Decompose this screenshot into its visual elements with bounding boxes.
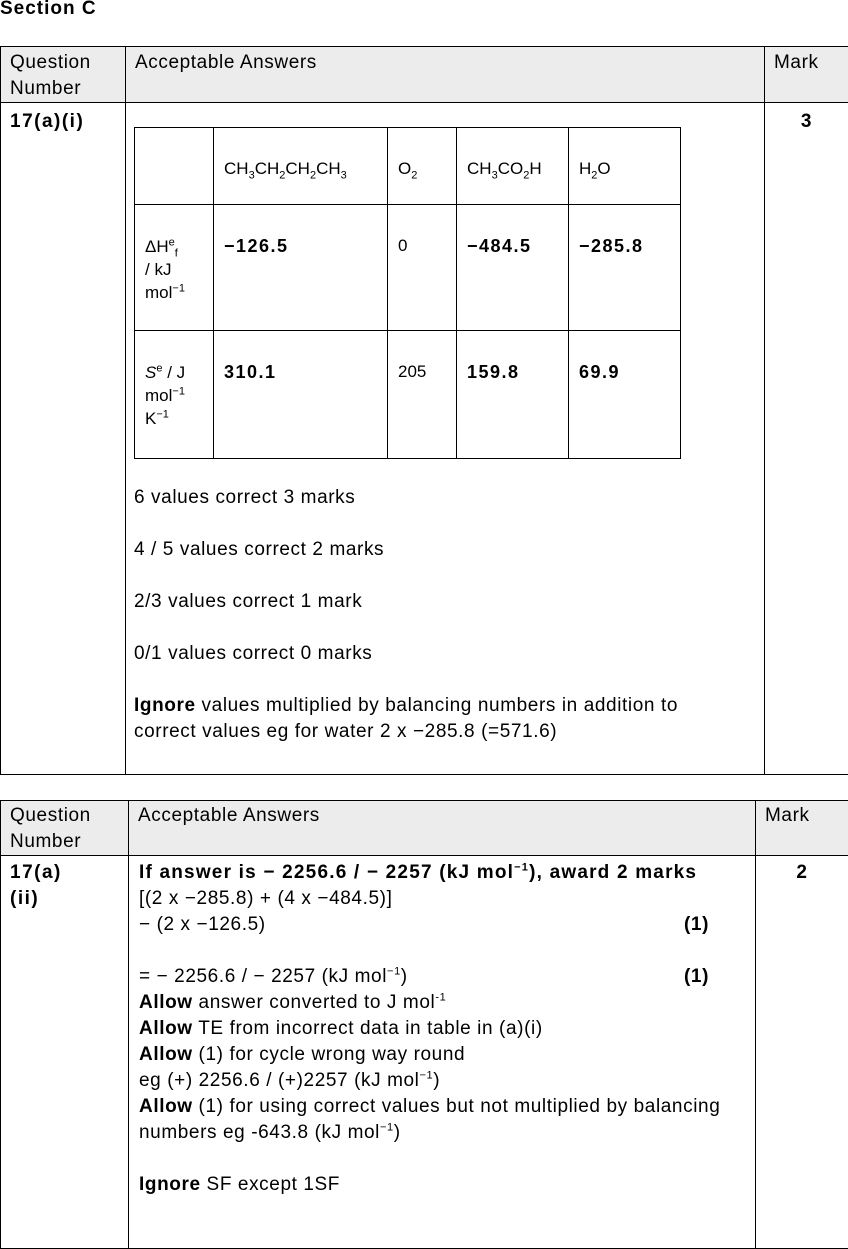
row-label-enthalpy: $\Delta H^e_f$ / kJ mol$^{-1}$ <box>135 205 214 331</box>
allow-line-1: Allow answer converted to J mol$^{-1}$ <box>139 991 447 1013</box>
mark-cell: 3 <box>765 103 848 775</box>
row-label-entropy: $S^e$ / J mol$^{-1}$ $K^{-1}$ <box>135 331 214 459</box>
table-corner-cell <box>135 128 214 205</box>
cell-entropy-oxygen: 205 <box>388 331 457 459</box>
ignore-note: Ignore values multiplied by balancing numbers in addition to correct values eg for water 2 x −285.8 (=571.6) <box>134 695 679 742</box>
marking-line-3: 2/3 values correct 1 mark <box>134 591 363 612</box>
header-acceptable-answers: Acceptable Answers <box>129 801 756 856</box>
example-line: eg (+) 2256.6 / (+)2257 (kJ mol$^{-1}$) <box>139 1069 441 1091</box>
allow-line-3: Allow (1) for cycle wrong way round <box>139 1044 466 1065</box>
cell-enthalpy-oxygen: 0 <box>388 205 457 331</box>
allow-line-2: Allow TE from incorrect data in table in (a)(i) <box>139 1018 543 1039</box>
calc-line-1: [(2 x −285.8) + (4 x −484.5)] <box>139 888 393 909</box>
section-title: Section C <box>0 0 97 19</box>
col-ethanoic-acid: $CH_3CO_2H$ <box>457 128 569 205</box>
header-question-number: Question Number <box>1 47 126 103</box>
allow-line-4: Allow (1) for using correct values but not multiplied by balancing numbers eg -643.8 (kJ mol$^{-1}$) <box>139 1096 721 1143</box>
mark-cell: 2 <box>756 856 848 1249</box>
ignore-note: Ignore SF except 1SF <box>139 1174 341 1195</box>
calc-line-2: − (2 x −126.5) (1) <box>139 914 709 935</box>
col-oxygen: $O_2$ <box>388 128 457 205</box>
question-number-cell: 17(a)(i) <box>1 103 126 775</box>
mark-scheme-table-2 <box>0 800 848 1249</box>
answers-cell <box>126 103 765 775</box>
cell-enthalpy-ethanoic: −484.5 <box>457 205 569 331</box>
award-statement: If answer is − 2256.6 / − 2257 (kJ mol$^{-1}$), award 2 marks <box>139 861 698 883</box>
thermo-data-table <box>134 127 681 459</box>
cell-entropy-ethanoic: 159.8 <box>457 331 569 459</box>
cell-enthalpy-water: −285.8 <box>569 205 681 331</box>
col-butane: $CH_3CH_2CH_2CH_3$ <box>214 128 388 205</box>
mark-scheme-table-1 <box>0 46 848 775</box>
header-mark: Mark <box>765 47 848 103</box>
header-acceptable-answers: Acceptable Answers <box>126 47 765 103</box>
calc-line-3: = − 2256.6 / − 2257 (kJ mol$^{-1}$) (1) <box>139 965 709 987</box>
col-water: $H_2O$ <box>569 128 681 205</box>
cell-entropy-water: 69.9 <box>569 331 681 459</box>
answers-cell <box>129 856 756 1249</box>
marking-line-4: 0/1 values correct 0 marks <box>134 643 373 664</box>
marking-line-1: 6 values correct 3 marks <box>134 487 356 508</box>
marking-line-2: 4 / 5 values correct 2 marks <box>134 539 385 560</box>
cell-enthalpy-butane: −126.5 <box>214 205 388 331</box>
cell-entropy-butane: 310.1 <box>214 331 388 459</box>
header-question-number: Question Number <box>1 801 129 856</box>
question-number-cell: 17(a) (ii) <box>1 856 129 1249</box>
header-mark: Mark <box>756 801 848 856</box>
